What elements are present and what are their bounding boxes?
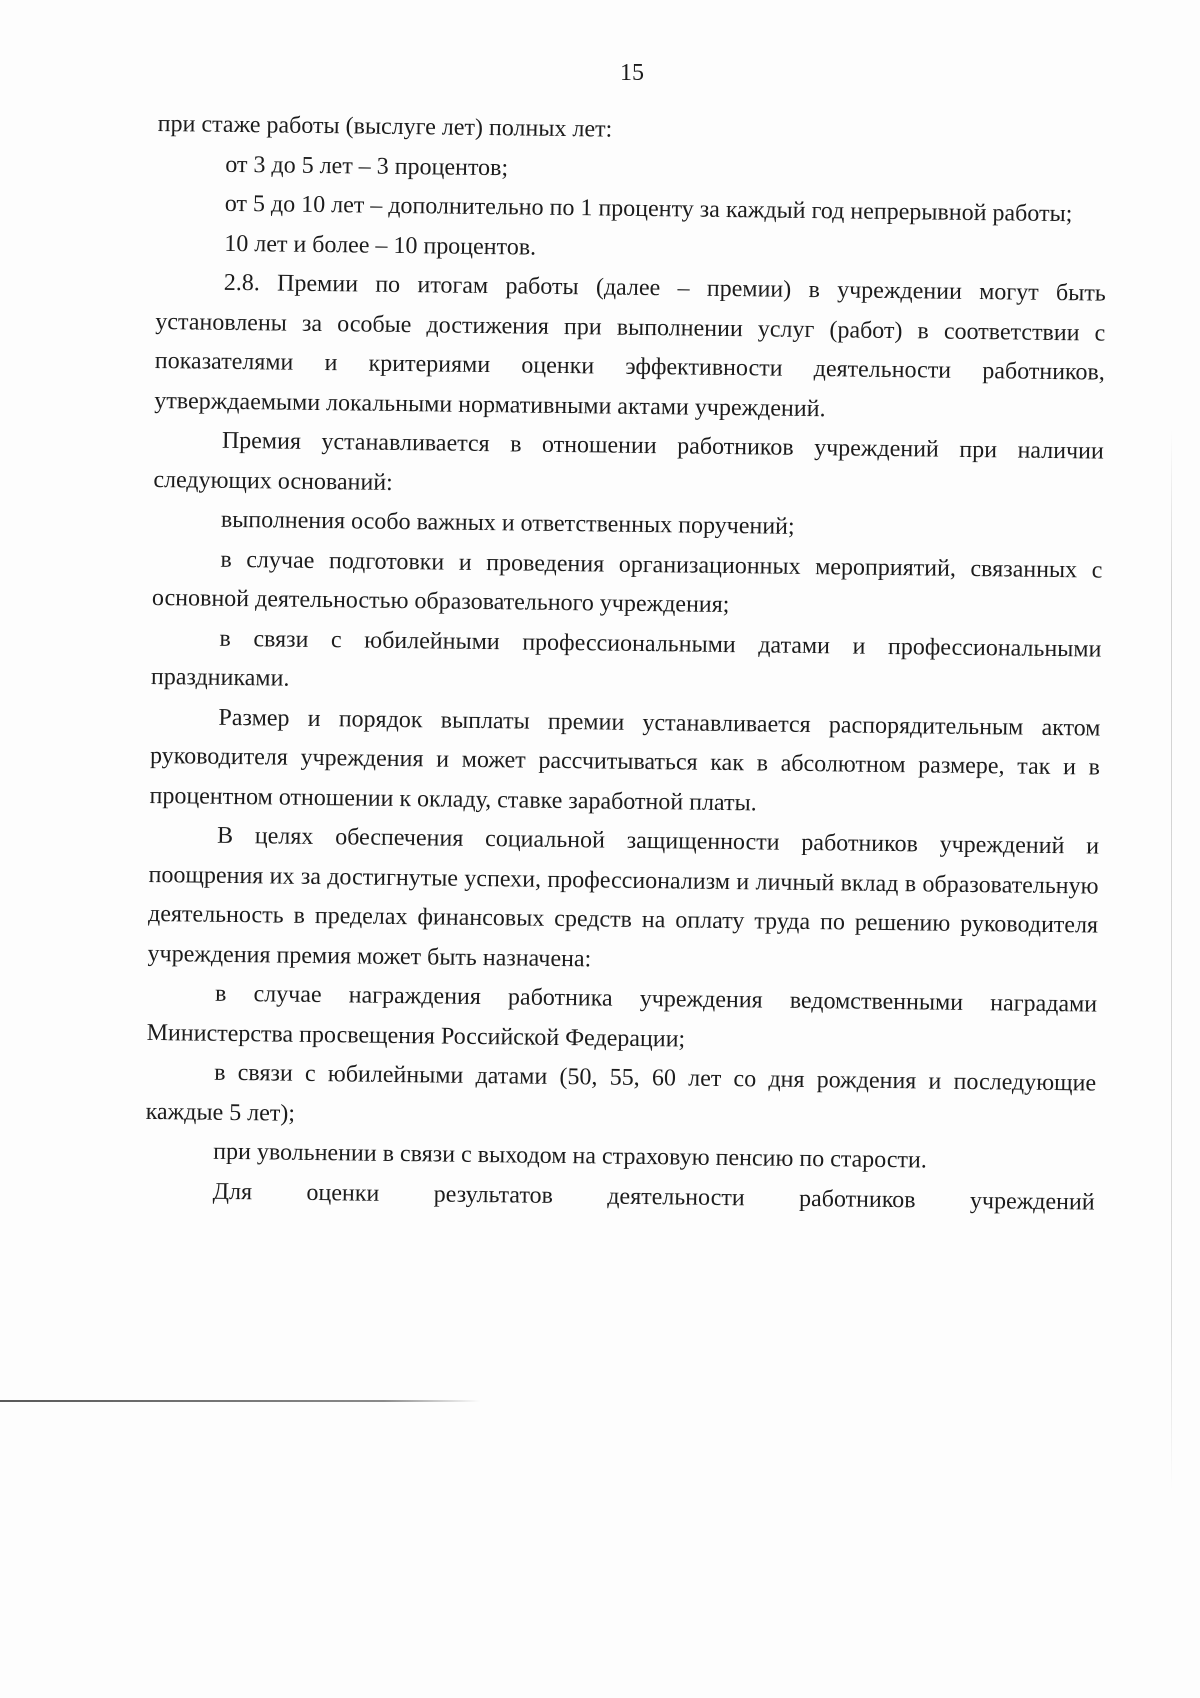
paragraph-important-tasks: выполнения особо важных и ответственных поручений;	[220, 506, 795, 540]
paragraph-events: в случае подготовки и проведения организационных мероприятий, связанных с основной деятельностью образовательного учреждения;	[151, 546, 1103, 619]
paragraph-ministry-awards: в случае награждения работника учреждения ведомственными наградами Министерства просвещения Российской Федерации;	[146, 980, 1098, 1053]
paragraph-anniversaries: в связи с юбилейными датами (50, 55, 60 лет со дня рождения и последующие каждые 5 лет);	[145, 1059, 1097, 1127]
paragraph-seniority-intro: при стаже работы (выслуге лет) полных лет:	[157, 110, 613, 143]
paragraph-bonus-grounds: Премия устанавливается в отношении работников учреждений при наличии следующих оснований:	[153, 427, 1104, 496]
paragraph-retirement: при увольнении в связи с выходом на страховую пенсию по старости.	[213, 1138, 928, 1174]
document-body	[144, 105, 1107, 1223]
paragraph-bonus-amount: Размер и порядок выплаты премии устанавливается распорядительным актом руководителя учреждения и может рассчитываться как в абсолютном размере, так и в процентном отношении к окладу, ставке заработной платы.	[149, 704, 1101, 816]
paragraph-professional-dates: в связи с юбилейными профессиональными датами и профессиональными праздниками.	[150, 625, 1102, 692]
page-number: 15	[620, 60, 644, 86]
paragraph-evaluation: Для оценки результатов деятельности работников учреждений	[212, 1178, 1095, 1216]
paragraph-seniority-10-plus: 10 лет и более – 10 процентов.	[224, 230, 537, 261]
paragraph-seniority-3-5: от 3 до 5 лет – 3 процентов;	[225, 151, 509, 181]
scan-artifact-line	[0, 1400, 480, 1402]
paragraph-bonus-2-8: 2.8. Премии по итогам работы (далее – премии) в учреждении могут быть установлены за особые достижения при выполнении услуг (работ) в соответствии с показателями и критериями оценки эффективности деятельности работников, утверждаемыми локальными нормативными актами учреждений.	[154, 269, 1106, 422]
scan-edge-shadow	[1171, 430, 1172, 1490]
paragraph-social-protection: В целях обеспечения социальной защищенности работников учреждений и поощрения их за достигнутые успехи, профессионализм и личный вклад в образовательную деятельность в пределах финансовых средств на оплату труда по решению руководителя учреждения премия может быть назначена:	[147, 822, 1100, 972]
paragraph-seniority-5-10: от 5 до 10 лет – дополнительно по 1 проценту за каждый год непрерывной работы;	[224, 190, 1073, 228]
